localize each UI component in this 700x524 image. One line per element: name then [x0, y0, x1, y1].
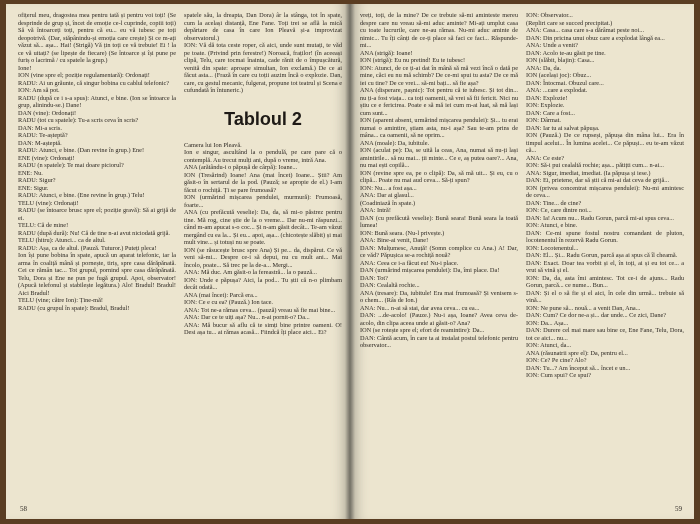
script-paragraph: DAN: Mi-a scris.: [18, 124, 62, 132]
script-paragraph: ANA: Unde a venit?: [526, 42, 578, 49]
script-paragraph: vreți, toți, de la mine? De ce trebuie să-mi aminteste mereu despre care nu vreau să-mi aduc aminte? Mi-ați umplut casa cu toate lucrurile, care ne-au rămas. Nu-mi aduc aminte de nimic... Tu îți cânți de ce-ți place să faci ce faci... Răspunde-mi...: [360, 12, 518, 49]
script-paragraph: ION: Vă dă tota ceste roper, că aici, unde sunt mutați, te văd pe toate. (Privind prin ferestre!) Noroacă, fraților! (în aceeași clipă, Telu, care tocmai înainta, cade rănit de o împușcătură, venită din spate: aproape simultan, Ion exclamă.) De ce ai făcut asta... (Frază în care cu toții auzim încă o explozie. Dan, care, cu gestul mecanic, fulgerat, propune tot teatrul și Scena e cufundată în întuneric.): [184, 42, 342, 94]
script-paragraph: RADU: Te-așteptă?: [18, 132, 68, 139]
script-paragraph: DAN: Din pricina unui obuz care a explodat lângă ea...: [526, 34, 665, 42]
script-paragraph: (Repliri care se succed precipitat.): [526, 19, 613, 27]
script-paragraph: ANA: Ce este?: [526, 154, 565, 162]
script-paragraph: ION (Tresărind) Ioane! Ana (mai încet) Ioane... Știi? Am găsit-o în sertarul de la pod. (Pauză; se apropie de el.) I-am făcut o rochiță. Ți se pare frumoasă?: [184, 171, 342, 194]
script-paragraph: ION: Da... Așa...: [526, 319, 569, 327]
script-paragraph: TELU: Că de mine!: [18, 222, 69, 229]
script-paragraph: ION (vine spre el; poziție regulamentară): Ordonați!: [18, 72, 150, 79]
script-paragraph: ofițerul meu, dragostea mea pentru tată și pentru voi toți! (Se desprinde de grup și, încet de emoție ce-l cuprinde, copiii toți) Să vă întoarceți toți, pentru că eu... eu vă iubesc pe toți deopotrivă. (Dar, stăpânindu-și emoția care crește) Și ce m-ați văzut să... așa... Hai! (Strigă) Vă țin toți ce vă trebuie! Ei ! la ce vă uitați? (se lipește de fiecare) (Se întoarce și își pune pe furiș o lacrimă / cu spatele la grup.): [18, 12, 176, 64]
script-paragraph: ANA (răsunatrii spre el): Da, pentru el...: [526, 349, 628, 357]
left-column-2: [184, 12, 342, 502]
script-paragraph: ION: Bună seara. (Nu-l privește.): [360, 229, 445, 237]
script-paragraph: ANA (moale): Da, iubitule.: [360, 139, 430, 147]
script-paragraph: DAN: Mulțumesc, Anuță! (Somn complice cu Ana.) A! Dar, ce văd? Păpușica se-a rochiță nouă?: [360, 244, 518, 259]
script-paragraph: DAN: El... Și... Radu Gorun, parcă așa ai spus că îl cheamă.: [526, 252, 678, 259]
script-paragraph: ION: Observator...: [526, 12, 573, 19]
script-paragraph: ION: Explozie.: [526, 102, 565, 109]
script-paragraph: DAN: Care a fost...: [526, 109, 575, 117]
script-paragraph: ION: Nu... a fost așa...: [360, 184, 417, 192]
script-paragraph: DAN: M-așteptă.: [18, 139, 62, 147]
script-paragraph: ION: Dârmat.: [526, 117, 561, 124]
script-paragraph: ION: Ne pune să... nouă... a venit Dan, Ana...: [526, 304, 641, 312]
script-paragraph: DAN: Cântă acum, în care ta ai instalat postul telefonic pentru observator...: [360, 334, 518, 349]
script-paragraph: DAN: Ei, prietene, dar să știi că mi-ai dat ceva de grijă...: [526, 177, 670, 184]
right-column-1: [360, 12, 518, 502]
script-paragraph: ION: Atunci, e bine.: [526, 222, 578, 229]
script-paragraph: ANA: Dar ce te uiți așa? Nu... n-ai pornit-o? Da...: [184, 314, 310, 321]
script-paragraph: TELU (hitru): Atunci... ca de altul.: [18, 237, 106, 244]
script-paragraph: Ion își pune bobina în spate, apucă un aparat telefonic, iar la arma în coaliță mână și pornește, tiriș, spre casa dărăpănată. Cei ce rămân tac... Tot grupul, pornind spre casa dărăpănată. Telu, Dora și Ene ne pun pe fugă grupul. Apoi, observator! (Apucă telefonul și stabilește legătura.) Alo! Bradul! Bradul! Aici Bradul!: [18, 252, 176, 297]
script-paragraph: ION: Am să pot.: [18, 87, 60, 94]
script-paragraph: DAN: Ia! Acum nu... Radu Gorun, parcă mi-ai spus ceva...: [526, 214, 674, 222]
script-paragraph: TELU (vine): Ordonați!: [18, 199, 79, 207]
script-paragraph: TELU (vine; către Ion): Ține-mă!: [18, 297, 103, 304]
script-paragraph: ANA: Nu... n-ai să stai, dar avea ceva... cu ea...: [360, 304, 480, 312]
script-paragraph: ION: Cum spui? Ce spui?: [526, 372, 592, 379]
script-paragraph: RADU (n spatele): Te mai doare piciorul?: [18, 162, 124, 169]
script-paragraph: DAN: Acolo te-au găsit pe tine.: [526, 49, 606, 57]
script-paragraph: RADU: Atunci, e bine. (Ene revine în grup.) Telu!: [18, 192, 145, 199]
script-paragraph: RADU (după ce i s-a spus): Atunci, e bine. (Ion se întoarce la grup, alinindu-se.) Dane!: [18, 94, 176, 109]
script-paragraph: DAN: Tu...? Am început să... încet e un...: [526, 364, 631, 372]
left-page: [6, 4, 350, 519]
script-paragraph: ION (revine spre ea, pe o clipă): Da, să mă uit... Și eu, cu o clipă... Poate nu mai aud ceva... Să-ți spun?: [360, 169, 518, 184]
script-paragraph: DAN: Cum? Ce dor ne-a și... dar unde... Ce zici, Dane?: [526, 312, 667, 319]
script-paragraph: ION: Locotenentul...: [526, 244, 579, 252]
script-paragraph: RADU: Ai un grăunte, că singur bobina cu cablul telefonic?: [18, 79, 170, 87]
script-paragraph: RADU (se întoarce brusc spre el; poziție gravă): Să ai grijă de ei.: [18, 207, 176, 222]
script-paragraph: spatele său, la dreapta, Dan Dora) âr la stânga, tot în spate, cum la același distanță, Ene Fane. Toți trei se află la mică depărtare de casa în care Ion Pleavă și-a improvizat observatorul.): [184, 12, 342, 42]
script-paragraph: ION: Să-i pui cealaltă rochie; așa... pătițti cum... n-ai...: [526, 162, 664, 169]
script-paragraph: ION: Ce, care dintre noi...: [526, 207, 592, 214]
script-paragraph: ANA: Mă duc. Am găsit-o la fereastră... la o pauză...: [184, 269, 317, 276]
right-column-2: [526, 12, 684, 502]
script-paragraph: RADU: Sigur?: [18, 177, 56, 184]
script-paragraph: ION (urmărind mișcarea pendulei, murmură): Frumoasă, foarte...: [184, 194, 342, 209]
script-paragraph: (Coadiniază în spate.): [360, 199, 416, 207]
script-paragraph: RADU (după dură): Nu! Că de tine n-ai avut niciodată grijă.: [18, 229, 170, 237]
script-paragraph: ION: Ce e cu ea? (Pauză.) Ion tace.: [184, 299, 273, 306]
script-paragraph: RADU (cu grupul în spate): Bradul, Bradul!: [18, 304, 130, 312]
script-paragraph: RADU (tot cu spatele): Tu-a scris ceva în scris?: [18, 117, 139, 124]
script-paragraph: ANA: Mă bucur să aflu că te simți bine printre oameni. O! Desi așa tu... ai rămas acasă... Fiindcă îți place aici... Ei?: [184, 321, 342, 336]
script-paragraph: ION: Da, da, asta îmi amintesc. Tot ce-i de ajuns... Radu Gorun, parcă... ce nume... Bun...: [526, 274, 684, 289]
script-paragraph: Camera lui Ion Pleavă.: [184, 141, 242, 149]
script-paragraph: DAN: Și el o să fie și el aici, în cele din urmă... trebuie să vină...: [526, 289, 684, 304]
script-paragraph: ION (aparent absent, urmărind mișcarea pendulei): Și... tu erai numai o amintire, știam asta, nu-i așa? Sau te-am prins de mâna... ca oamenii, să ne oprim...: [360, 117, 518, 139]
script-paragraph: ANA: Tot ne-a rămas ceva... (pauză) vreau să fie mai bine...: [184, 306, 336, 314]
script-paragraph: RADU: Așa, ca de altul. (Pauză. Tuturor.) Puteți pleca!: [18, 244, 157, 252]
script-paragraph: ION (aculat pe): Da, se uită la ceas, Ana, numai să nu-ți lași amintirile... să nu mai... ții minte... Ce e, aș putea oare?... Ana, nu mai ești copilă...: [360, 147, 518, 169]
script-paragraph: DAN: Iar tu ai salvat păpușa.: [526, 124, 600, 132]
script-paragraph: ION (același joc): Obuz...: [526, 72, 592, 79]
script-paragraph: Ion e singur, ascultând la o pendulă, pe care pare că o contemplă. Au trecut mulți ani, după o vreme, intră Ana.: [184, 149, 342, 164]
script-paragraph: ANA: Bine-ai venit, Dane!: [360, 237, 429, 244]
script-paragraph: Ione!: [18, 64, 32, 72]
script-paragraph: DAN (urmărind mișcarea pendulei): Da, îmi place. Da!: [360, 267, 500, 274]
script-paragraph: DAN: Exact. Doar tea vorbit și el, în toți, ai și eu tot ce... a vrut să vină și el.: [526, 259, 684, 274]
script-paragraph: DAN (cu prefăcută veselie): Bună seara! Bună seara la toată lumea!: [360, 214, 518, 229]
script-paragraph: DAN: Tot?: [360, 274, 388, 282]
script-paragraph: ANA: Sigur, imediat, imediat. (Ia păpușa și iese.): [526, 169, 651, 177]
script-paragraph: DAN: Ce-mi spune fostul nostru comandant de pluton, locotenentul în rezervă Radu Gorun.: [526, 229, 684, 244]
script-paragraph: ION: Atunci, da...: [526, 342, 572, 349]
script-paragraph: ANA: Intră!: [360, 207, 391, 214]
script-paragraph: DAN: Durere cel mai mare sau bine ce, Ene Fane, Telu, Dora, tot ce aici... nu...: [526, 327, 684, 342]
script-paragraph: DAN: Întocmai. Obuzul care...: [526, 79, 604, 87]
script-paragraph: ANA (strigă): Ioane!: [360, 49, 413, 57]
script-paragraph: ANA (arătându-i o păpușă de cârpă): Ioane...: [184, 164, 298, 171]
script-paragraph: ENE: Sigur.: [18, 184, 49, 192]
script-paragraph: DAN: Cealaltă rochie...: [360, 282, 420, 289]
script-paragraph: ANA: ...care a explodat.: [526, 87, 588, 94]
script-paragraph: ANA: Da, da.: [526, 64, 561, 72]
script-paragraph: ANA (cu prefăcută veselie): Da, da, să mi-o păstrez pentru tine. Mă rog, cine știe de la o vreme... Dar nu-mi răspunzi... când m-am apucat s-o coc... Și n-am găsit decât... Te-am văzut mergând cu ea la... Și eu... apoi, așa... (chicotește slăbit) și mai mult vine... și totuși nu se poate.: [184, 209, 342, 246]
script-paragraph: ANA: Dar ai glasul...: [360, 192, 414, 199]
script-paragraph: ANA: Casa... casa care s-a dărâmat peste noi...: [526, 27, 645, 34]
script-paragraph: ANA (tresare): Da, iubitule! Era mai frumoasă? Și venisem s-o chem... (Râs de Ion.): [360, 289, 518, 304]
script-paragraph: ION (Pauză.) De ce rupseși, păpușa din mâna lui... Era în timpul acelui... În lumina acelei... Ce păpuși... eu te-am văzut că...: [526, 132, 684, 154]
right-page: [350, 4, 694, 519]
script-paragraph: ION: Unde e păpușa? Aici, la pod... Tu știi că n-o plimbam decât odată...: [184, 276, 342, 291]
script-paragraph: DAN (vine): Ordonați!: [18, 109, 77, 117]
script-paragraph: RADU: Atunci, e bine. (Dan revine în grup.) Ene!: [18, 147, 145, 154]
page-number-left: 58: [20, 505, 27, 513]
script-paragraph: ION (privea concentrat mișcarea pendulei): Nu-mi amintesc de ceva...: [526, 184, 684, 199]
left-column-1: [18, 12, 176, 502]
script-paragraph: ION (se răsucește brusc spre Ana) Și pe... da, dispărut. Ce vă veni să-mi... Despre ce-i să depui, nu cu mult ani... Mai încolo, poate... Să trec pe la de-a... Mergi...: [184, 246, 342, 269]
script-paragraph: ENE (vine): Ordonați!: [18, 154, 75, 162]
script-paragraph: ION (se rotește spre el; efort de reamintire): Da...: [360, 327, 485, 334]
script-paragraph: ANA: Ceea ce i-a făcut eu! Nu-i place.: [360, 259, 459, 267]
script-paragraph: DAN: Explozie!: [526, 94, 568, 102]
script-paragraph: ANA (disperare, pașnic): Tot pentru că te iubesc. Și tot din... nu ți-a fost viața... ca toți oamenii, să vrei să fii fericit. Nici nu știu ce e fericirea. Poate e să mă iei cum m-ai luat, să mă lași cum sunt...: [360, 87, 518, 117]
script-paragraph: ANA (mai încet): Parcă era...: [184, 291, 258, 299]
script-paragraph: ENE: Nu.: [18, 169, 43, 177]
script-paragraph: ION: Ce? Pe cine? Alo?: [526, 357, 587, 364]
script-paragraph: ION: Atunci, de ce ți-ai dat în mână să mă vezi încă o dată pe mine, căci eu nu mă schimb? De ce-mi spui tu asta? De ce mă iei cu tine? De ce vrei... să-mi bați... să fie așa?: [360, 64, 518, 87]
script-paragraph: DAN: Tine... de cine?: [526, 199, 582, 207]
script-paragraph: ION (strigă): Eu nu pretind! Eu te iubesc!: [360, 57, 466, 64]
book-gutter: [345, 4, 355, 519]
page-number-right: 59: [675, 505, 682, 513]
script-paragraph: ION (slăbit, blajin): Casa...: [526, 57, 595, 64]
scene-title: Tabloul 2: [224, 108, 302, 129]
script-paragraph: DAN: ...de-acolo! (Pauze.) Nu-i așa, Ioane? Avea ceva de-acolo, din clipa aceea unde ai găsit-o? Ana?: [360, 312, 518, 327]
